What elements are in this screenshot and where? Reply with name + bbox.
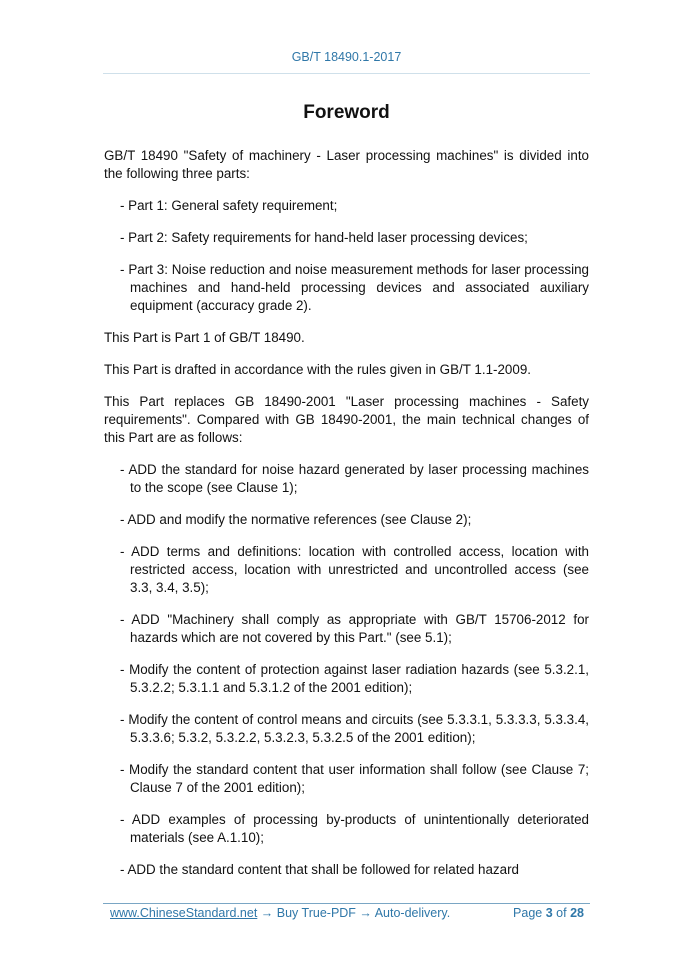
list-item: - Part 2: Safety requirements for hand-held laser processing devices;: [120, 230, 528, 245]
document-header: GB/T 18490.1-2017: [291, 50, 402, 64]
paragraph: This Part is drafted in accordance with the rules given in GB/T 1.1-2009.: [104, 362, 531, 377]
list-item: - ADD examples of processing by-products of unintentionally deteriorated materials (see A.1.10);: [120, 812, 589, 845]
footer-tagline: → Buy True-PDF → Auto-delivery.: [257, 906, 451, 920]
page-number: [513, 906, 584, 920]
footer-promo: [110, 906, 450, 920]
list-item: - ADD the standard for noise hazard generated by laser processing machines to the scope (see Clause 1);: [120, 462, 589, 495]
current-page: 3: [545, 906, 553, 920]
total-pages: 28: [570, 906, 584, 920]
header-divider: [103, 73, 590, 74]
paragraph: GB/T 18490 "Safety of machinery - Laser processing machines" is divided into the following three parts:: [104, 148, 589, 181]
page-footer: [110, 906, 584, 920]
list-item: - Modify the content of protection against laser radiation hazards (see 5.3.2.1, 5.3.2.2; 5.3.1.1 and 5.3.1.2 of the 2001 edition);: [120, 662, 589, 695]
list-item: - ADD "Machinery shall comply as appropriate with GB/T 15706-2012 for hazards which are not covered by this Part." (see 5.1);: [120, 612, 589, 645]
list-item: - ADD and modify the normative references (see Clause 2);: [120, 512, 472, 527]
list-item: - Modify the content of control means and circuits (see 5.3.3.1, 5.3.3.3, 5.3.3.4, 5.3.3.6; 5.3.2, 5.3.2.2, 5.3.2.3, 5.3.2.5 of the 2001 edition);: [120, 712, 589, 745]
of-label: of: [556, 906, 567, 920]
page-label: Page: [513, 906, 543, 920]
paragraph: This Part replaces GB 18490-2001 "Laser processing machines - Safety requirements". Compared with GB 18490-2001, the main technical changes of this Part are as follows:: [104, 394, 589, 445]
website-link[interactable]: www.ChineseStandard.net: [110, 906, 258, 920]
list-item: - ADD terms and definitions: location with controlled access, location with restricted access, location with unrestricted and uncontrolled access (see 3.3, 3.4, 3.5);: [120, 544, 589, 595]
list-item: - Part 3: Noise reduction and noise measurement methods for laser processing machines and hand-held processing devices and associated auxiliary equipment (accuracy grade 2).: [120, 262, 589, 313]
footer-divider: [103, 903, 590, 904]
list-item: - ADD the standard content that shall be followed for related hazard: [120, 862, 519, 877]
list-item: - Part 1: General safety requirement;: [120, 198, 338, 213]
list-item: - Modify the standard content that user information shall follow (see Clause 7; Clause 7 of the 2001 edition);: [120, 762, 589, 795]
page-title: Foreword: [303, 102, 390, 123]
document-body: [104, 147, 589, 893]
paragraph: This Part is Part 1 of GB/T 18490.: [104, 330, 305, 345]
